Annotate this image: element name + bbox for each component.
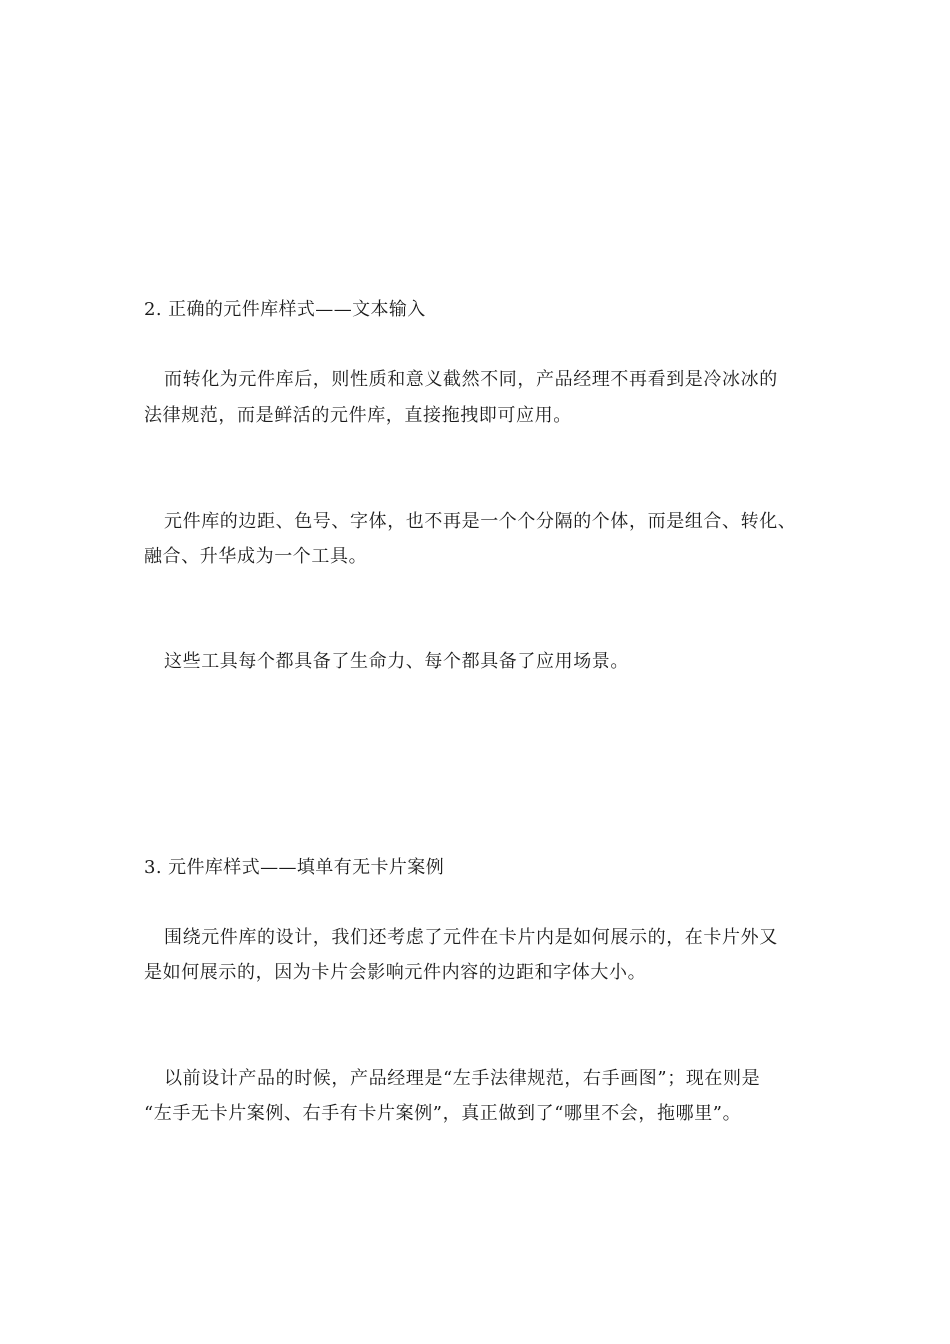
section-3-heading: 3. 元件库样式——填单有无卡片案例 (144, 857, 445, 878)
section-3-paragraph-1-line-1: 围绕元件库的设计，我们还考虑了元件在卡片内是如何展示的，在卡片外又 (164, 927, 778, 948)
section-2-paragraph-1-line-2: 法律规范，而是鲜活的元件库，直接拖拽即可应用。 (144, 405, 572, 426)
section-2-paragraph-2-line-1: 元件库的边距、色号、字体，也不再是一个个分隔的个体，而是组合、转化、 (164, 511, 797, 532)
section-2-paragraph-1-line-1: 而转化为元件库后，则性质和意义截然不同，产品经理不再看到是冷冰冰的 (164, 369, 778, 390)
section-2-heading: 2. 正确的元件库样式——文本输入 (144, 299, 426, 320)
section-3-paragraph-2-line-2: “左手无卡片案例、右手有卡片案例”，真正做到了“哪里不会，拖哪里”。 (144, 1103, 742, 1124)
section-3-paragraph-2-line-1: 以前设计产品的时候，产品经理是“左手法律规范，右手画图”；现在则是 (164, 1068, 761, 1089)
section-3-paragraph-1-line-2: 是如何展示的，因为卡片会影响元件内容的边距和字体大小。 (144, 962, 647, 983)
section-2-paragraph-2-line-2: 融合、升华成为一个工具。 (144, 546, 368, 567)
section-2-paragraph-3-line-1: 这些工具每个都具备了生命力、每个都具备了应用场景。 (164, 651, 629, 672)
